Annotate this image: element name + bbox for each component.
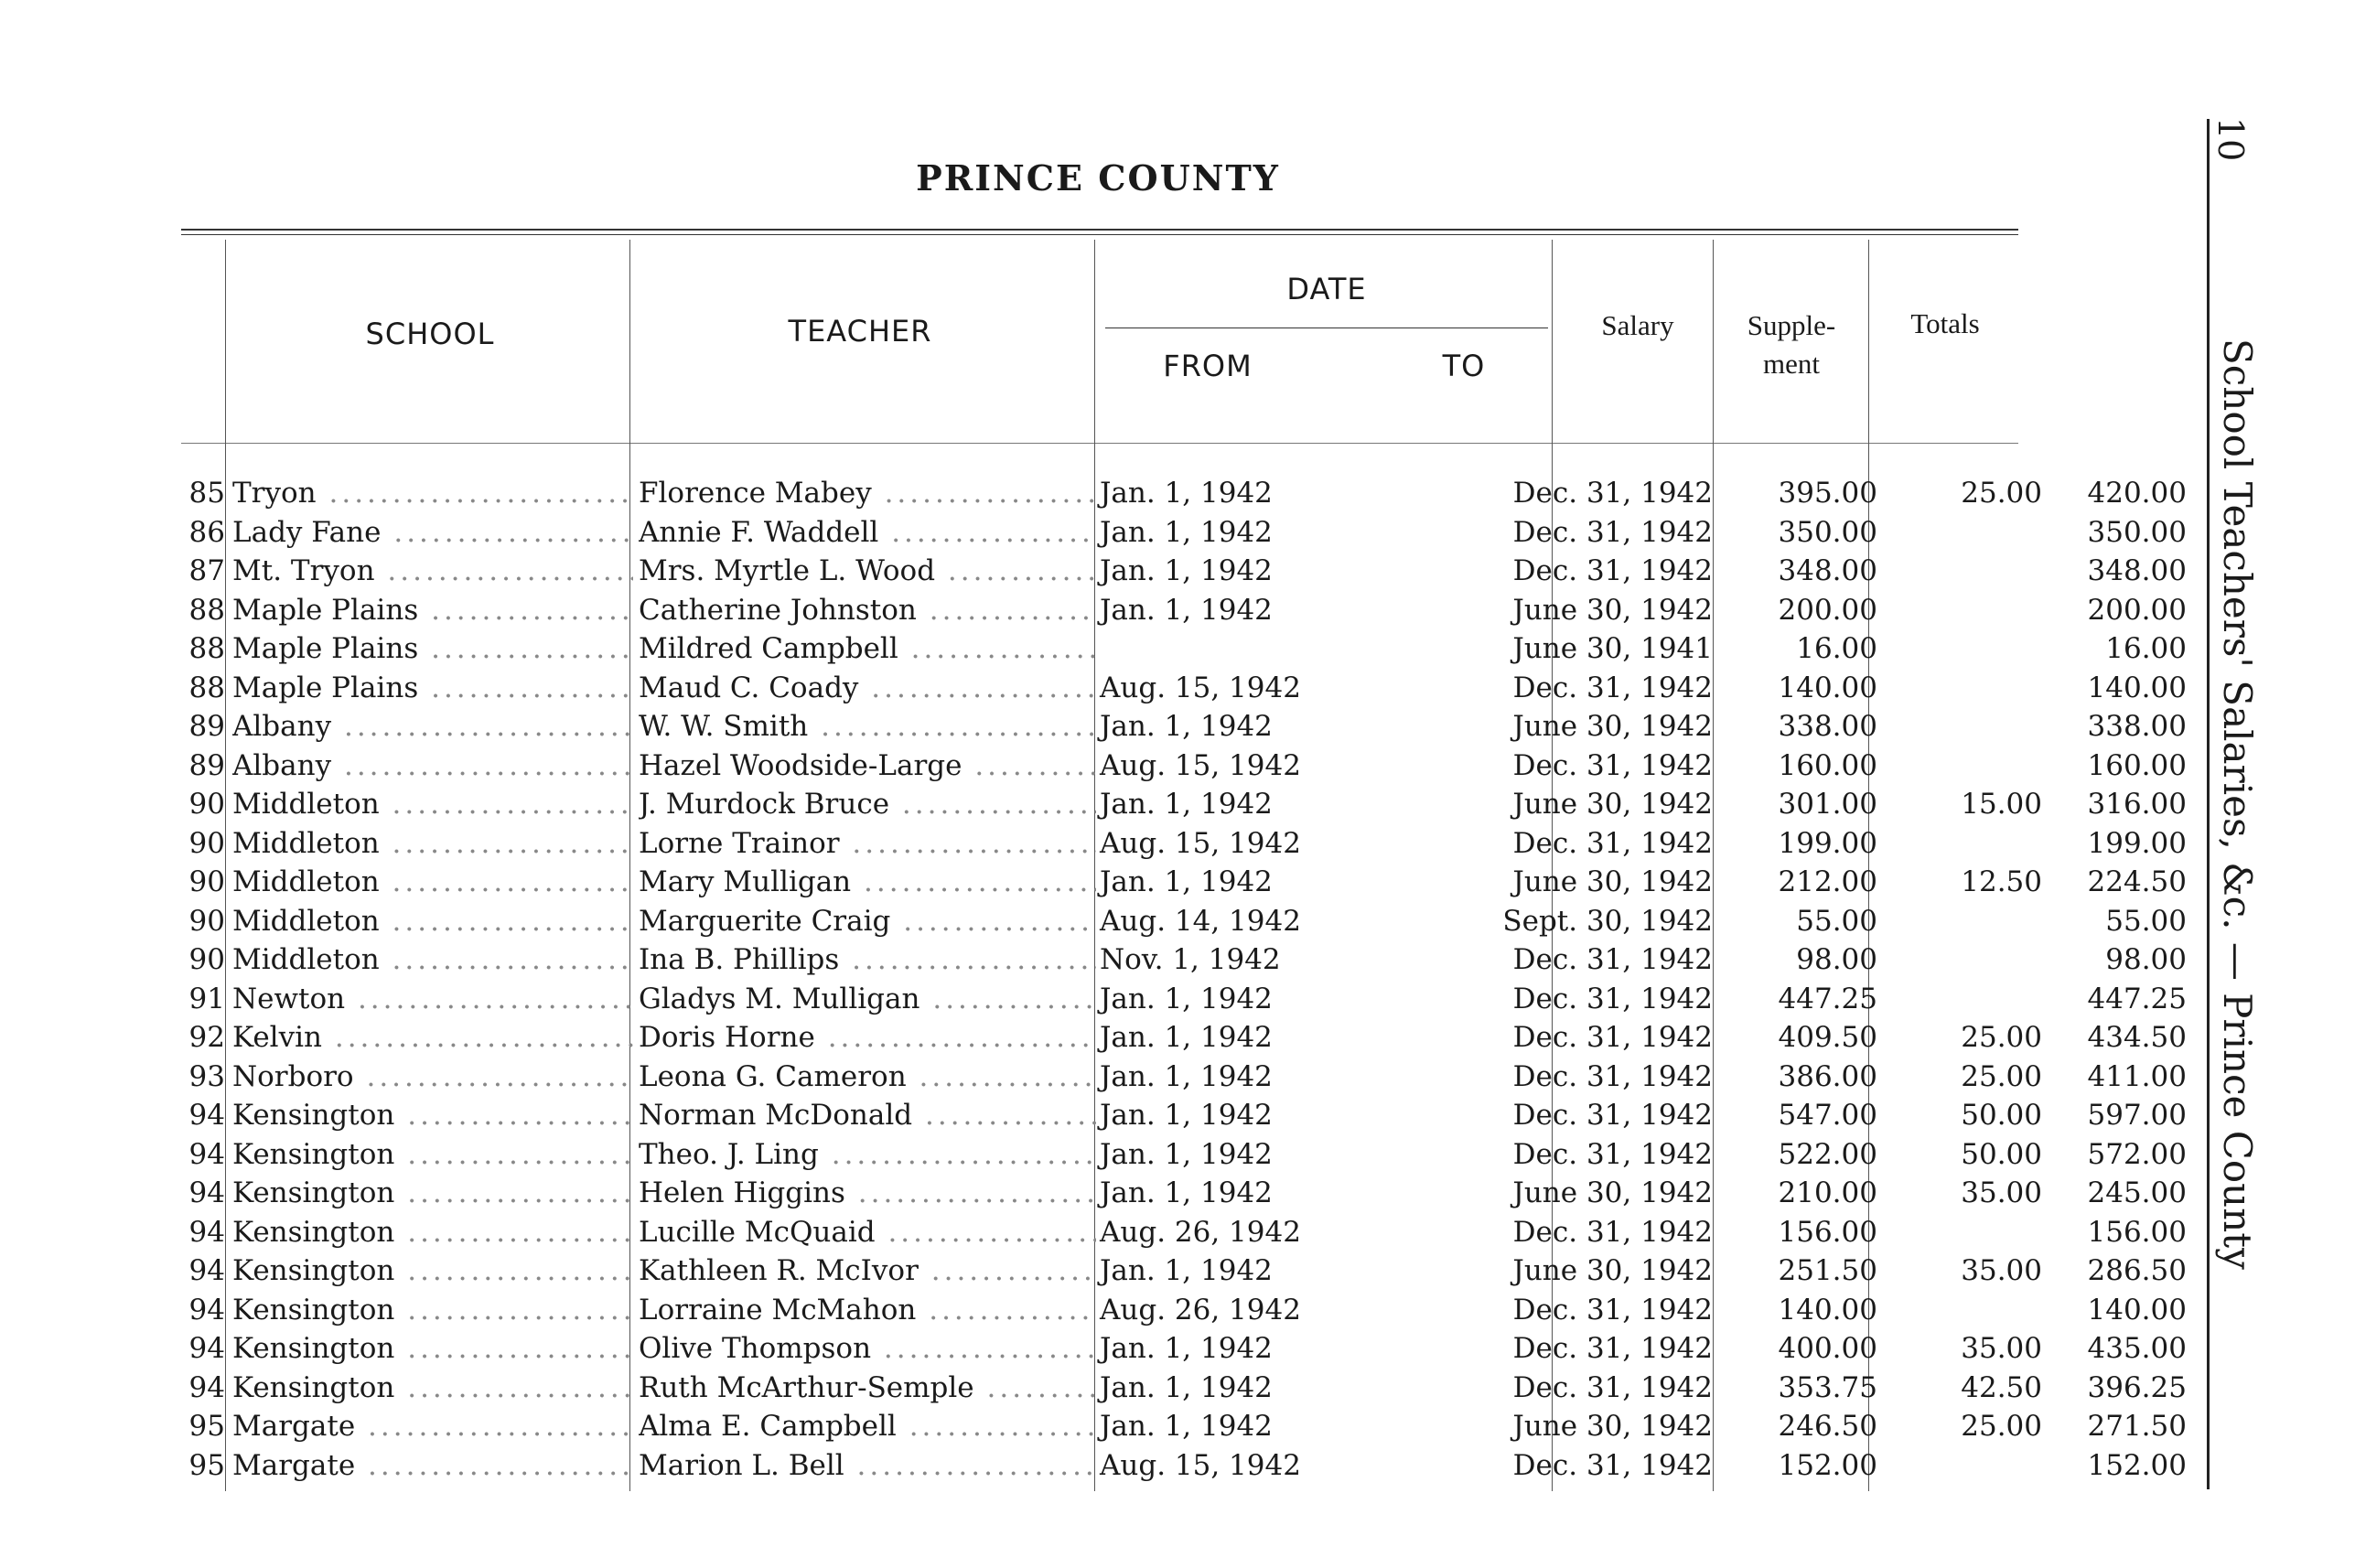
total-cell: 447.25: [2087, 982, 2187, 1015]
table-row: [174, 1096, 2187, 1135]
teacher-cell: [639, 669, 1096, 707]
school-cell: [232, 863, 633, 901]
date-to-cell: June 30, 1942: [1512, 710, 1713, 743]
school-cell: [232, 474, 633, 512]
teacher-cell-text: Mary Mulligan .....: [639, 865, 1096, 898]
salary-cell: 140.00: [1778, 1293, 1877, 1326]
table-row: [174, 1446, 2187, 1486]
row-number: 90: [188, 865, 225, 898]
school-cell: [232, 1291, 633, 1329]
salary-cell: 199.00: [1778, 826, 1877, 860]
date-to-cell: June 30, 1942: [1512, 1410, 1713, 1443]
date-to-cell: Dec. 31, 1942: [1512, 515, 1713, 549]
school-cell-text: Kensington .....: [232, 1294, 633, 1326]
total-cell: 286.50: [2087, 1254, 2187, 1287]
school-cell-text: Kensington .....: [232, 1138, 633, 1171]
total-cell: 200.00: [2087, 593, 2187, 627]
total-cell: 140.00: [2087, 671, 2187, 704]
teacher-cell: [639, 1213, 1096, 1251]
row-number: 85: [188, 477, 225, 510]
date-from-cell: Jan. 1, 1942: [1100, 1137, 1273, 1171]
school-cell-text: Albany .....: [232, 710, 633, 743]
school-cell-text: Kelvin .....: [232, 1021, 633, 1054]
supplement-cell: 12.50: [1961, 865, 2042, 898]
supplement-cell: 42.50: [1961, 1370, 2042, 1404]
date-to-cell: Dec. 31, 1942: [1512, 943, 1713, 976]
date-from-cell: Jan. 1, 1942: [1100, 865, 1273, 898]
school-cell-text: Middleton .....: [232, 865, 633, 898]
school-cell-text: Albany .....: [232, 749, 633, 782]
teacher-cell-text: Ruth McArthur-Semple .....: [639, 1371, 1096, 1404]
table-row: [174, 1407, 2187, 1446]
table-row: [174, 824, 2187, 864]
salary-cell: 353.75: [1778, 1370, 1877, 1404]
teacher-cell-text: Norman McDonald .....: [639, 1099, 1096, 1132]
date-from-cell: Jan. 1, 1942: [1100, 788, 1273, 821]
teacher-cell: [639, 1369, 1096, 1407]
date-to-cell: Dec. 31, 1942: [1512, 477, 1713, 510]
supplement-cell: 25.00: [1961, 1410, 2042, 1443]
table-row: [174, 629, 2187, 669]
row-number: 94: [188, 1137, 225, 1171]
total-cell: 140.00: [2087, 1293, 2187, 1326]
table-row: [174, 785, 2187, 824]
school-cell: [232, 591, 633, 629]
date-to-cell: Dec. 31, 1942: [1512, 1293, 1713, 1326]
salary-cell: 251.50: [1778, 1254, 1877, 1287]
total-cell: 160.00: [2087, 748, 2187, 782]
total-cell: 572.00: [2087, 1137, 2187, 1171]
date-from-cell: Aug. 26, 1942: [1100, 1293, 1301, 1326]
school-cell-text: Norboro .....: [232, 1060, 633, 1093]
header-supplement-line2: ment: [1763, 348, 1820, 380]
salary-cell: 55.00: [1796, 904, 1877, 938]
total-cell: 420.00: [2087, 477, 2187, 510]
salary-cell: 212.00: [1778, 865, 1877, 898]
date-from-cell: Jan. 1, 1942: [1100, 1021, 1273, 1054]
school-cell: [232, 785, 633, 823]
teacher-cell: [639, 863, 1096, 901]
teacher-cell-text: J. Murdock Bruce .....: [639, 788, 1096, 821]
row-number: 86: [188, 515, 225, 549]
row-number: 95: [188, 1410, 225, 1443]
salary-cell: 400.00: [1778, 1332, 1877, 1365]
date-to-cell: June 30, 1942: [1512, 865, 1713, 898]
date-from-cell: Aug. 15, 1942: [1100, 671, 1301, 704]
date-from-cell: Jan. 1, 1942: [1100, 1370, 1273, 1404]
date-from-cell: Aug. 15, 1942: [1100, 748, 1301, 782]
header-from: FROM: [1163, 349, 1253, 383]
header-school: SCHOOL: [365, 317, 495, 351]
date-to-cell: Dec. 31, 1942: [1512, 1099, 1713, 1132]
teacher-cell-text: Marguerite Craig .....: [639, 905, 1096, 938]
date-to-cell: Dec. 31, 1942: [1512, 1332, 1713, 1365]
teacher-cell-text: Mrs. Myrtle L. Wood .....: [639, 554, 1096, 587]
row-number: 89: [188, 710, 225, 743]
total-cell: 434.50: [2087, 1021, 2187, 1054]
school-cell-text: Middleton .....: [232, 943, 633, 976]
teacher-cell: [639, 1329, 1096, 1368]
date-from-cell: Aug. 26, 1942: [1100, 1215, 1301, 1249]
salary-cell: 246.50: [1778, 1410, 1877, 1443]
school-cell: [232, 980, 633, 1018]
salary-cell: 200.00: [1778, 593, 1877, 627]
header-date: DATE: [1286, 272, 1367, 306]
total-cell: 98.00: [2105, 943, 2187, 976]
salary-cell: 395.00: [1778, 477, 1877, 510]
school-cell-text: Kensington .....: [232, 1332, 633, 1365]
school-cell: [232, 824, 633, 863]
date-to-cell: Dec. 31, 1942: [1512, 1215, 1713, 1249]
table-top-rule: [181, 229, 2018, 231]
total-cell: 348.00: [2087, 554, 2187, 587]
total-cell: 156.00: [2087, 1215, 2187, 1249]
school-cell: [232, 940, 633, 979]
date-from-cell: Jan. 1, 1942: [1100, 515, 1273, 549]
salary-cell: 98.00: [1796, 943, 1877, 976]
teacher-cell: [639, 629, 1096, 668]
supplement-cell: 35.00: [1961, 1254, 2042, 1287]
school-cell: [232, 1058, 633, 1096]
total-cell: 597.00: [2087, 1099, 2187, 1132]
school-cell-text: Kensington .....: [232, 1371, 633, 1404]
date-from-cell: Jan. 1, 1942: [1100, 1059, 1273, 1093]
date-from-cell: Jan. 1, 1942: [1100, 710, 1273, 743]
school-cell-text: Newton .....: [232, 983, 633, 1015]
date-to-cell: Dec. 31, 1942: [1512, 1137, 1713, 1171]
table-row: [174, 1213, 2187, 1252]
supplement-cell: 25.00: [1961, 1059, 2042, 1093]
salary-cell: 301.00: [1778, 788, 1877, 821]
salary-cell: 16.00: [1796, 632, 1877, 665]
supplement-cell: 50.00: [1961, 1099, 2042, 1132]
row-number: 94: [188, 1370, 225, 1404]
page-number: 10: [2210, 117, 2251, 162]
teacher-cell-text: Maud C. Coady .....: [639, 671, 1096, 704]
teacher-cell: [639, 1096, 1096, 1134]
date-from-cell: Aug. 15, 1942: [1100, 826, 1301, 860]
teacher-cell: [639, 1446, 1096, 1485]
row-number: 90: [188, 904, 225, 938]
date-to-cell: Dec. 31, 1942: [1512, 982, 1713, 1015]
teacher-cell: [639, 591, 1096, 629]
school-cell: [232, 1135, 633, 1174]
salary-cell: 409.50: [1778, 1021, 1877, 1054]
teacher-cell-text: Lorraine McMahon .....: [639, 1294, 1096, 1326]
salary-cell: 338.00: [1778, 710, 1877, 743]
date-to-cell: June 30, 1942: [1512, 788, 1713, 821]
school-cell-text: Kensington .....: [232, 1176, 633, 1209]
teacher-cell-text: Ina B. Phillips .....: [639, 943, 1096, 976]
table-row: [174, 746, 2187, 786]
date-from-cell: Jan. 1, 1942: [1100, 1332, 1273, 1365]
table-top-rule-2: [181, 234, 2018, 235]
table-row: [174, 863, 2187, 902]
teacher-cell: [639, 940, 1096, 979]
school-cell: [232, 1407, 633, 1445]
school-cell: [232, 1329, 633, 1368]
row-number: 90: [188, 788, 225, 821]
salary-cell: 156.00: [1778, 1215, 1877, 1249]
teacher-cell: [639, 1251, 1096, 1290]
school-cell: [232, 707, 633, 746]
row-number: 91: [188, 982, 225, 1015]
total-cell: 271.50: [2087, 1410, 2187, 1443]
row-number: 94: [188, 1176, 225, 1209]
salary-cell: 447.25: [1778, 982, 1877, 1015]
total-cell: 16.00: [2105, 632, 2187, 665]
teacher-cell: [639, 1407, 1096, 1445]
salary-cell: 140.00: [1778, 671, 1877, 704]
teacher-cell-text: Lucille McQuaid .....: [639, 1216, 1096, 1249]
teacher-cell: [639, 1291, 1096, 1329]
teacher-cell: [639, 1058, 1096, 1096]
date-from-cell: Jan. 1, 1942: [1100, 1099, 1273, 1132]
teacher-cell-text: Leona G. Cameron .....: [639, 1060, 1096, 1093]
date-from-cell: Jan. 1, 1942: [1100, 982, 1273, 1015]
table-row: [174, 669, 2187, 708]
date-to-cell: June 30, 1941: [1512, 632, 1713, 665]
header-bottom-rule: [181, 443, 2018, 444]
teacher-cell: [639, 1135, 1096, 1174]
row-number: 88: [188, 632, 225, 665]
header-salary: Salary: [1601, 309, 1674, 341]
supplement-cell: 25.00: [1961, 1021, 2042, 1054]
total-cell: 338.00: [2087, 710, 2187, 743]
teacher-cell-text: Catherine Johnston .....: [639, 594, 1096, 627]
date-from-cell: Jan. 1, 1942: [1100, 554, 1273, 587]
supplement-cell: 50.00: [1961, 1137, 2042, 1171]
total-cell: 435.00: [2087, 1332, 2187, 1365]
salary-cell: 210.00: [1778, 1176, 1877, 1209]
teacher-cell: [639, 785, 1096, 823]
school-cell-text: Kensington .....: [232, 1254, 633, 1287]
date-from-cell: Jan. 1, 1942: [1100, 1176, 1273, 1209]
date-to-cell: June 30, 1942: [1512, 593, 1713, 627]
salary-cell: 350.00: [1778, 515, 1877, 549]
school-cell: [232, 902, 633, 940]
total-cell: 199.00: [2087, 826, 2187, 860]
teacher-cell: [639, 1174, 1096, 1212]
row-number: 94: [188, 1099, 225, 1132]
table-row: [174, 1329, 2187, 1369]
school-cell: [232, 1369, 633, 1407]
school-cell: [232, 746, 633, 785]
table-row: [174, 940, 2187, 980]
school-cell: [232, 1251, 633, 1290]
school-cell: [232, 1174, 633, 1212]
table-row: [174, 1058, 2187, 1097]
school-cell: [232, 669, 633, 707]
salary-cell: 386.00: [1778, 1059, 1877, 1093]
date-to-cell: June 30, 1942: [1512, 1176, 1713, 1209]
date-to-cell: June 30, 1942: [1512, 1254, 1713, 1287]
total-cell: 224.50: [2087, 865, 2187, 898]
total-cell: 350.00: [2087, 515, 2187, 549]
date-to-cell: Dec. 31, 1942: [1512, 1021, 1713, 1054]
row-number: 88: [188, 671, 225, 704]
date-from-cell: Jan. 1, 1942: [1100, 593, 1273, 627]
school-cell-text: Maple Plains .....: [232, 594, 633, 627]
row-number: 95: [188, 1448, 225, 1482]
teacher-cell-text: Florence Mabey .....: [639, 477, 1096, 510]
table-row: [174, 1135, 2187, 1175]
table-row: [174, 980, 2187, 1019]
teacher-cell-text: Kathleen R. McIvor .....: [639, 1254, 1096, 1287]
salary-cell: 160.00: [1778, 748, 1877, 782]
running-title: School Teachers' Salaries, &c. — Prince County: [2215, 338, 2260, 1270]
table-body: [174, 474, 2187, 1485]
school-cell: [232, 1096, 633, 1134]
school-cell: [232, 1213, 633, 1251]
table-row: [174, 552, 2187, 591]
school-cell-text: Kensington .....: [232, 1216, 633, 1249]
date-to-cell: Dec. 31, 1942: [1512, 554, 1713, 587]
school-cell-text: Lady Fane .....: [232, 516, 633, 549]
teacher-cell-text: Doris Horne .....: [639, 1021, 1096, 1054]
page-title: PRINCE COUNTY: [916, 157, 1280, 199]
teacher-cell-text: Alma E. Campbell .....: [639, 1410, 1096, 1443]
teacher-cell: [639, 1018, 1096, 1057]
supplement-cell: 15.00: [1961, 788, 2042, 821]
date-from-cell: Jan. 1, 1942: [1100, 477, 1273, 510]
teacher-cell-text: W. W. Smith .....: [639, 710, 1096, 743]
school-cell-text: Maple Plains .....: [232, 671, 633, 704]
school-cell: [232, 513, 633, 552]
date-to-cell: Dec. 31, 1942: [1512, 671, 1713, 704]
row-number: 87: [188, 554, 225, 587]
table-row: [174, 474, 2187, 513]
teacher-cell-text: Mildred Campbell .....: [639, 632, 1096, 665]
table-row: [174, 1174, 2187, 1213]
school-cell-text: Margate .....: [232, 1410, 633, 1443]
total-cell: 396.25: [2087, 1370, 2187, 1404]
date-to-cell: Sept. 30, 1942: [1502, 904, 1713, 938]
row-number: 94: [188, 1332, 225, 1365]
table-row: [174, 513, 2187, 553]
header-totals: Totals: [1910, 307, 1980, 339]
school-cell-text: Middleton .....: [232, 827, 633, 860]
school-cell-text: Mt. Tryon .....: [232, 554, 633, 587]
teacher-cell-text: Marion L. Bell .....: [639, 1449, 1096, 1482]
date-to-cell: Dec. 31, 1942: [1512, 1059, 1713, 1093]
teacher-cell: [639, 746, 1096, 785]
table-row: [174, 1291, 2187, 1330]
teacher-cell: [639, 474, 1096, 512]
salary-cell: 547.00: [1778, 1099, 1877, 1132]
date-from-cell: Aug. 15, 1942: [1100, 1448, 1301, 1482]
header-to: TO: [1442, 349, 1486, 383]
date-to-cell: Dec. 31, 1942: [1512, 748, 1713, 782]
row-number: 89: [188, 748, 225, 782]
school-cell: [232, 1018, 633, 1057]
teacher-cell-text: Theo. J. Ling .....: [639, 1138, 1096, 1171]
table-row: [174, 902, 2187, 941]
teacher-cell-text: Helen Higgins .....: [639, 1176, 1096, 1209]
school-cell-text: Kensington .....: [232, 1099, 633, 1132]
side-rule: [2207, 119, 2210, 1489]
table-row: [174, 1251, 2187, 1291]
total-cell: 152.00: [2087, 1448, 2187, 1482]
row-number: 88: [188, 593, 225, 627]
row-number: 94: [188, 1293, 225, 1326]
header-teacher: TEACHER: [788, 314, 932, 349]
school-cell: [232, 552, 633, 590]
row-number: 90: [188, 943, 225, 976]
supplement-cell: 35.00: [1961, 1176, 2042, 1209]
table-row: [174, 591, 2187, 630]
table-row: [174, 1369, 2187, 1408]
teacher-cell-text: Hazel Woodside-Large .....: [639, 749, 1096, 782]
table-row: [174, 1018, 2187, 1058]
school-cell-text: Tryon .....: [232, 477, 633, 510]
row-number: 93: [188, 1059, 225, 1093]
teacher-cell-text: Olive Thompson .....: [639, 1332, 1096, 1365]
total-cell: 411.00: [2087, 1059, 2187, 1093]
supplement-cell: 35.00: [1961, 1332, 2042, 1365]
row-number: 92: [188, 1021, 225, 1054]
date-to-cell: Dec. 31, 1942: [1512, 1370, 1713, 1404]
total-cell: 245.00: [2087, 1176, 2187, 1209]
teacher-cell-text: Annie F. Waddell .....: [639, 516, 1096, 549]
school-cell: [232, 1446, 633, 1485]
teacher-cell: [639, 824, 1096, 863]
salary-cell: 522.00: [1778, 1137, 1877, 1171]
date-to-cell: Dec. 31, 1942: [1512, 826, 1713, 860]
row-number: 94: [188, 1254, 225, 1287]
date-from-cell: Jan. 1, 1942: [1100, 1410, 1273, 1443]
date-from-cell: Jan. 1, 1942: [1100, 1254, 1273, 1287]
school-cell-text: Margate .....: [232, 1449, 633, 1482]
salary-cell: 152.00: [1778, 1448, 1877, 1482]
school-cell-text: Middleton .....: [232, 788, 633, 821]
school-cell: [232, 629, 633, 668]
salary-cell: 348.00: [1778, 554, 1877, 587]
supplement-cell: 25.00: [1961, 477, 2042, 510]
school-cell-text: Middleton .....: [232, 905, 633, 938]
teacher-cell-text: Gladys M. Mulligan .....: [639, 983, 1096, 1015]
school-cell-text: Maple Plains .....: [232, 632, 633, 665]
total-cell: 316.00: [2087, 788, 2187, 821]
table-row: [174, 707, 2187, 746]
date-from-cell: Aug. 14, 1942: [1100, 904, 1301, 938]
teacher-cell: [639, 980, 1096, 1018]
teacher-cell: [639, 902, 1096, 940]
row-number: 94: [188, 1215, 225, 1249]
teacher-cell-text: Lorne Trainor .....: [639, 827, 1096, 860]
teacher-cell: [639, 707, 1096, 746]
teacher-cell: [639, 552, 1096, 590]
date-to-cell: Dec. 31, 1942: [1512, 1448, 1713, 1482]
teacher-cell: [639, 513, 1096, 552]
date-from-cell: Nov. 1, 1942: [1100, 943, 1281, 976]
header-supplement-line1: Supple-: [1747, 309, 1836, 341]
row-number: 90: [188, 826, 225, 860]
total-cell: 55.00: [2105, 904, 2187, 938]
